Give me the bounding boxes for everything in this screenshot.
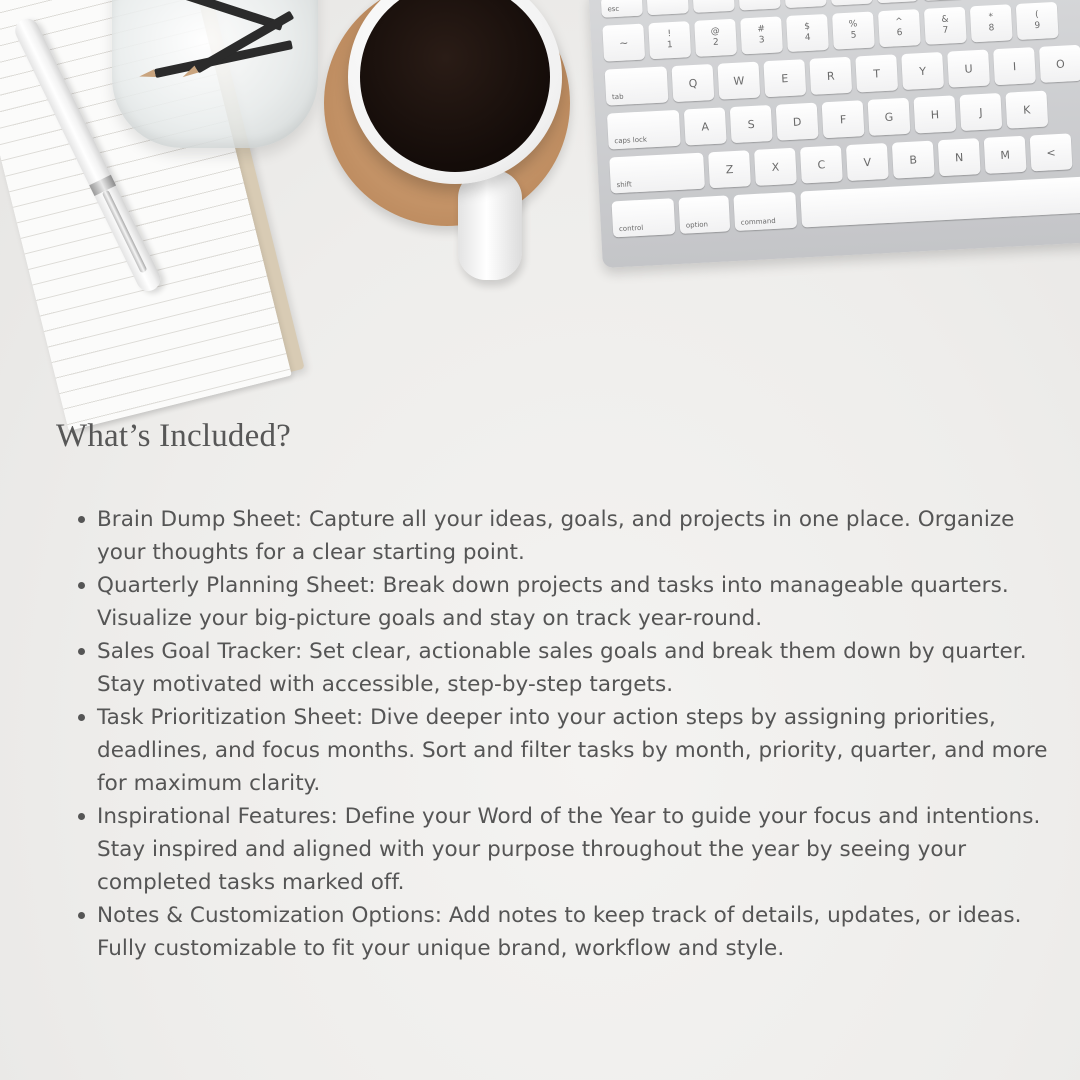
key bbox=[785, 0, 827, 8]
key-d: D bbox=[776, 103, 819, 141]
key-8: * 8 bbox=[970, 4, 1013, 42]
key bbox=[922, 0, 964, 1]
features-list bbox=[97, 503, 1057, 965]
key-e: E bbox=[763, 59, 806, 97]
list-item-text: Brain Dump Sheet: Capture all your ideas, goals, and projects in one place. Organize your thoughts for a clear starting point. bbox=[97, 507, 1015, 565]
list-item-text: Sales Goal Tracker: Set clear, actionable sales goals and break them down by quarter. Stay motivated with accessible, step-by-step targets. bbox=[97, 639, 1027, 697]
list-item-brain-dump-sheet bbox=[97, 503, 1057, 569]
key-n: N bbox=[938, 138, 981, 176]
key-w: W bbox=[717, 62, 760, 100]
key-t: T bbox=[855, 54, 898, 92]
key-9: ( 9 bbox=[1016, 2, 1059, 40]
key-u: U bbox=[947, 50, 990, 88]
key-control: control bbox=[612, 198, 676, 237]
list-item-inspirational-features bbox=[97, 800, 1057, 899]
list-item-text: Quarterly Planning Sheet: Break down projects and tasks into manageable quarters. Visualize your big-picture goals and stay on track year-round. bbox=[97, 573, 1009, 631]
key-i: I bbox=[993, 47, 1036, 85]
key-v: V bbox=[846, 143, 889, 181]
key-x: X bbox=[754, 148, 797, 186]
key-k: K bbox=[1005, 91, 1048, 129]
list-item-task-prioritization-sheet bbox=[97, 701, 1057, 800]
key-c: C bbox=[800, 145, 843, 183]
key-j: J bbox=[959, 93, 1002, 131]
page-title: What’s Included? bbox=[56, 418, 292, 454]
key-s: S bbox=[730, 105, 773, 143]
key bbox=[876, 0, 918, 3]
key-f: F bbox=[822, 100, 865, 138]
key-6: ^ 6 bbox=[878, 9, 921, 47]
key-space bbox=[800, 176, 1080, 227]
key-q: Q bbox=[672, 64, 715, 102]
keyboard bbox=[588, 0, 1080, 268]
key-7: & 7 bbox=[924, 7, 967, 45]
key-1: ! 1 bbox=[648, 21, 691, 59]
key bbox=[693, 0, 735, 13]
list-item-sales-goal-tracker bbox=[97, 635, 1057, 701]
pencil-jar bbox=[112, 0, 318, 148]
key-4: $ 4 bbox=[786, 14, 829, 52]
key-o: O bbox=[1039, 45, 1080, 83]
key-option: option bbox=[678, 195, 730, 234]
key bbox=[739, 0, 781, 10]
key-esc: esc bbox=[601, 0, 643, 18]
bullet-icon bbox=[78, 813, 85, 820]
key bbox=[831, 0, 873, 6]
key-b: B bbox=[892, 141, 935, 179]
bullet-icon bbox=[78, 648, 85, 655]
key-z: Z bbox=[708, 150, 751, 188]
key-r: R bbox=[809, 57, 852, 95]
bullet-icon bbox=[78, 582, 85, 589]
key-5: % 5 bbox=[832, 12, 875, 50]
key-2: @ 2 bbox=[694, 19, 737, 57]
key-g: G bbox=[868, 98, 911, 136]
key-h: H bbox=[914, 95, 957, 133]
key-shift: shift bbox=[609, 153, 705, 194]
list-item-text: Notes & Customization Options: Add notes to keep track of details, updates, or ideas. Fully customizable to fit your unique brand, workflow and style. bbox=[97, 903, 1022, 961]
key-a: A bbox=[684, 107, 727, 145]
bullet-icon bbox=[78, 714, 85, 721]
bullet-icon bbox=[78, 516, 85, 523]
list-item-notes-customization bbox=[97, 899, 1057, 965]
key-comma: < bbox=[1030, 133, 1073, 171]
key-y: Y bbox=[901, 52, 944, 90]
list-item-quarterly-planning-sheet bbox=[97, 569, 1057, 635]
key-command: command bbox=[733, 192, 797, 231]
key-caps-lock: caps lock bbox=[607, 110, 681, 150]
key-tilde: ~ bbox=[602, 24, 645, 62]
key bbox=[647, 0, 689, 15]
bullet-icon bbox=[78, 912, 85, 919]
list-item-text: Task Prioritization Sheet: Dive deeper into your action steps by assigning priorities, deadlines, and focus months. Sort and filter tasks by month, priority, quarter, and more for maximum clarity. bbox=[97, 705, 1048, 796]
cup-handle bbox=[458, 170, 522, 280]
key-m: M bbox=[984, 136, 1027, 174]
key-3: # 3 bbox=[740, 16, 783, 54]
key-tab: tab bbox=[605, 66, 669, 105]
desk-photo bbox=[0, 0, 1080, 440]
list-item-text: Inspirational Features: Define your Word of the Year to guide your focus and intentions. Stay inspired and aligned with your purpose throughout the year by seeing your completed tasks marked off. bbox=[97, 804, 1041, 895]
